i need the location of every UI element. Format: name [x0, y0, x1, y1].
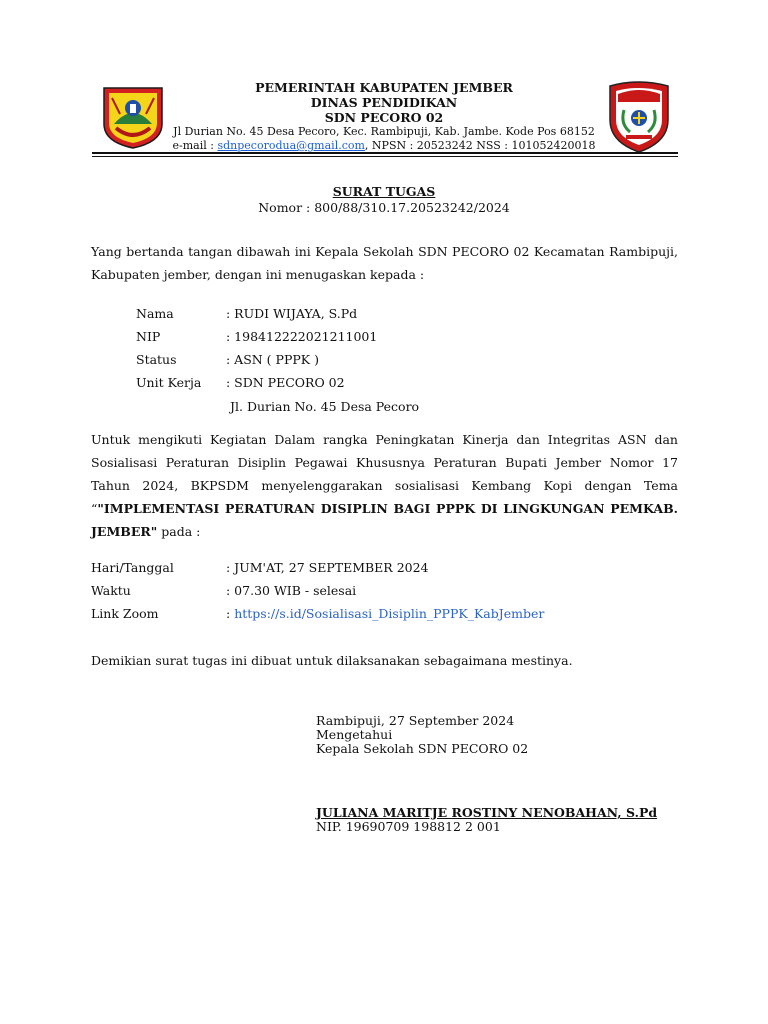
zoom-colon: :	[226, 606, 235, 621]
person-value: : ASN ( PPPK )	[226, 352, 319, 367]
schedule-value: : 07.30 WIB - selesai	[226, 583, 357, 598]
person-label: Status	[136, 352, 177, 367]
body-text: Untuk mengikuti Kegiatan Dalam rangka Peningkatan Kinerja dan Integritas ASN dan Sosialisasi Peraturan Disiplin Pegawai Khususnya Peraturan Bupati Jember Nomor 17 Tahun 2024, BKPSDM menyelenggarakan sosialisasi Kembang Kopi dengan Tema “	[91, 432, 678, 516]
schedule-value: : JUM'AT, 27 SEPTEMBER 2024	[226, 560, 429, 575]
schedule-label: Hari/Tanggal	[91, 560, 174, 575]
person-value: : RUDI WIJAYA, S.Pd	[226, 306, 358, 321]
body-end: pada :	[157, 524, 201, 539]
letterhead-agency: DINAS PENDIDIKAN	[310, 95, 458, 110]
letterhead-contact	[170, 139, 598, 153]
email-prefix: e-mail :	[172, 139, 218, 152]
intro-paragraph: Yang bertanda tangan dibawah ini Kepala Sekolah SDN PECORO 02 Kecamatan Rambipuji, Kabupaten jember, dengan ini menugaskan kepada :	[91, 244, 678, 282]
letterhead-school: SDN PECORO 02	[324, 110, 444, 125]
body-paragraph	[91, 428, 678, 543]
zoom-value	[226, 606, 544, 621]
school-shield-logo	[606, 80, 672, 154]
person-label: Nama	[136, 306, 174, 321]
signatory-nip: NIP. 19690709 198812 2 001	[316, 819, 501, 834]
signature-position: Kepala Sekolah SDN PECORO 02	[316, 741, 529, 756]
zoom-link[interactable]: https://s.id/Sosialisasi_Disiplin_PPPK_KabJember	[234, 606, 545, 621]
letter-title: SURAT TUGAS	[332, 184, 436, 199]
signature-block	[316, 714, 528, 756]
person-value: : SDN PECORO 02	[226, 375, 345, 390]
npsn-nss: , NPSN : 20523242 NSS : 101052420018	[364, 139, 596, 152]
person-label: Unit Kerja	[136, 375, 202, 390]
letterhead-rule-thick	[92, 152, 678, 154]
zoom-label: Link Zoom	[91, 606, 159, 621]
letter-number: Nomor : 800/88/310.17.20523242/2024	[258, 200, 510, 215]
jember-emblem-logo	[100, 84, 166, 150]
letterhead-rule-thin	[92, 156, 678, 157]
schedule-label: Waktu	[91, 583, 131, 598]
unit-address: Jl. Durian No. 45 Desa Pecoro	[230, 399, 420, 414]
letterhead-government: PEMERINTAH KABUPATEN JEMBER	[255, 80, 513, 95]
signature-place-date: Rambipuji, 27 September 2024	[316, 713, 515, 728]
person-label: NIP	[136, 329, 161, 344]
closing-paragraph: Demikian surat tugas ini dibuat untuk dilaksanakan sebagaimana mestinya.	[91, 653, 573, 668]
signature-acknowledge: Mengetahui	[316, 727, 393, 742]
person-value: : 198412222021211001	[226, 329, 378, 344]
letterhead-address: Jl Durian No. 45 Desa Pecoro, Kec. Rambipuji, Kab. Jambe. Kode Pos 68152	[173, 125, 595, 138]
letterhead	[170, 80, 598, 153]
email-link[interactable]: sdnpecorodua@gmail.com	[217, 139, 365, 152]
signatory	[316, 806, 657, 834]
event-theme: "IMPLEMENTASI PERATURAN DISIPLIN BAGI PPPK DI LINGKUNGAN PEMKAB. JEMBER"	[91, 501, 678, 539]
signatory-name: JULIANA MARITJE ROSTINY NENOBAHAN, S.Pd	[316, 805, 658, 820]
